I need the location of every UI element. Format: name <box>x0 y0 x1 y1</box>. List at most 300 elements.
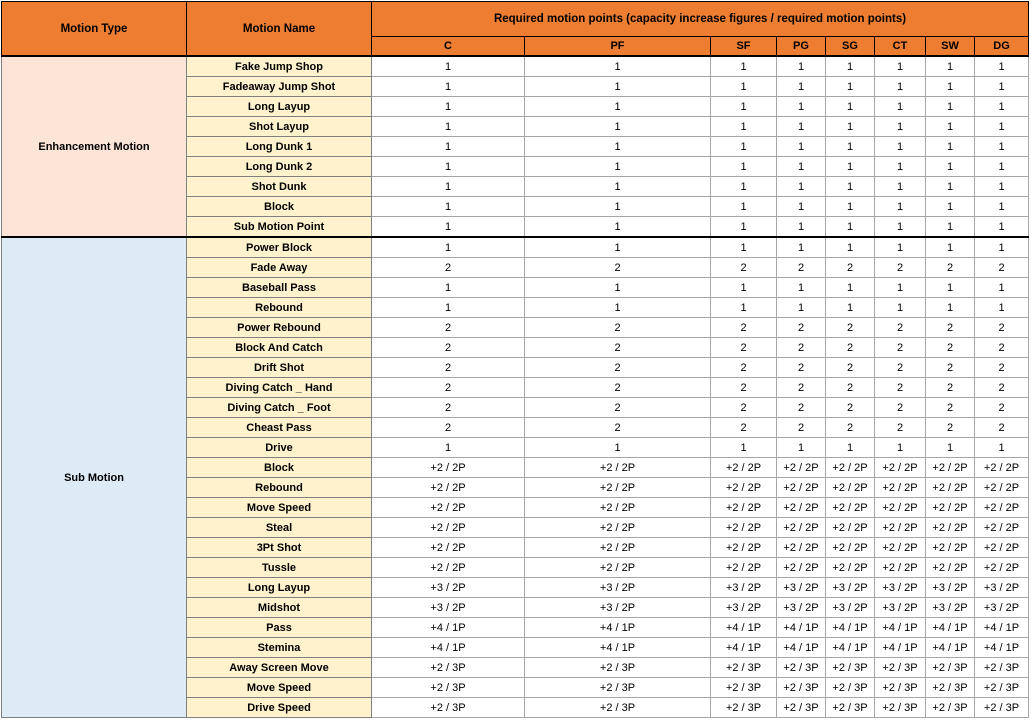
motion-name-cell: Tussle <box>187 558 372 578</box>
points-value-cell: 2 <box>975 378 1029 398</box>
points-value-cell: 2 <box>975 418 1029 438</box>
points-value-cell: 2 <box>372 338 525 358</box>
points-value-cell: +2 / 2P <box>975 538 1029 558</box>
motion-name-cell: Fade Away <box>187 258 372 278</box>
points-value-cell: +2 / 2P <box>711 538 777 558</box>
points-value-cell: 1 <box>826 137 875 157</box>
points-value-cell: 1 <box>975 298 1029 318</box>
points-value-cell: 1 <box>777 157 826 177</box>
motion-name-cell: Diving Catch _ Foot <box>187 398 372 418</box>
points-value-cell: 2 <box>777 378 826 398</box>
points-value-cell: +3 / 2P <box>372 578 525 598</box>
points-value-cell: 1 <box>372 237 525 258</box>
points-value-cell: 1 <box>525 438 711 458</box>
points-value-cell: 1 <box>372 56 525 77</box>
points-value-cell: 1 <box>826 217 875 238</box>
points-value-cell: +2 / 3P <box>711 698 777 718</box>
points-value-cell: 2 <box>826 318 875 338</box>
points-value-cell: +2 / 3P <box>926 658 975 678</box>
points-value-cell: 1 <box>525 117 711 137</box>
motion-points-table <box>1 1 1029 718</box>
points-value-cell: 1 <box>975 117 1029 137</box>
points-value-cell: 2 <box>975 358 1029 378</box>
points-value-cell: 1 <box>711 217 777 238</box>
motion-name-cell: Midshot <box>187 598 372 618</box>
motion-name-cell: Long Layup <box>187 578 372 598</box>
motion-name-cell: Drift Shot <box>187 358 372 378</box>
points-value-cell: 1 <box>826 278 875 298</box>
points-value-cell: +3 / 2P <box>777 578 826 598</box>
points-value-cell: 1 <box>777 97 826 117</box>
header-position-dg: DG <box>975 37 1029 57</box>
points-value-cell: +2 / 2P <box>525 498 711 518</box>
points-value-cell: 1 <box>777 237 826 258</box>
points-value-cell: 2 <box>875 378 926 398</box>
points-value-cell: 2 <box>525 378 711 398</box>
header-position-sf: SF <box>711 37 777 57</box>
points-value-cell: 2 <box>975 398 1029 418</box>
points-value-cell: 1 <box>926 197 975 217</box>
points-value-cell: +2 / 3P <box>372 678 525 698</box>
points-value-cell: 1 <box>777 197 826 217</box>
points-value-cell: +3 / 2P <box>975 578 1029 598</box>
points-value-cell: +2 / 3P <box>975 678 1029 698</box>
points-value-cell: 1 <box>525 137 711 157</box>
points-value-cell: +2 / 2P <box>875 558 926 578</box>
points-value-cell: 1 <box>975 77 1029 97</box>
points-value-cell: +2 / 3P <box>525 698 711 718</box>
points-value-cell: +4 / 1P <box>826 618 875 638</box>
points-value-cell: +2 / 3P <box>372 658 525 678</box>
motion-name-cell: Baseball Pass <box>187 278 372 298</box>
header-position-pg: PG <box>777 37 826 57</box>
motion-name-cell: Drive Speed <box>187 698 372 718</box>
header-position-c: C <box>372 37 525 57</box>
motion-name-cell: Move Speed <box>187 678 372 698</box>
points-value-cell: +2 / 2P <box>826 498 875 518</box>
points-value-cell: 1 <box>926 298 975 318</box>
points-value-cell: +2 / 3P <box>777 698 826 718</box>
points-value-cell: +2 / 3P <box>525 658 711 678</box>
points-value-cell: +3 / 2P <box>926 598 975 618</box>
points-value-cell: +2 / 2P <box>372 538 525 558</box>
points-value-cell: 1 <box>826 237 875 258</box>
points-value-cell: 1 <box>711 278 777 298</box>
points-value-cell: 2 <box>372 358 525 378</box>
points-value-cell: 1 <box>777 278 826 298</box>
points-value-cell: +2 / 2P <box>875 478 926 498</box>
points-value-cell: 2 <box>777 398 826 418</box>
points-value-cell: 1 <box>926 217 975 238</box>
points-value-cell: 1 <box>372 177 525 197</box>
points-value-cell: +4 / 1P <box>826 638 875 658</box>
motion-name-cell: Rebound <box>187 478 372 498</box>
points-value-cell: +2 / 3P <box>926 678 975 698</box>
points-value-cell: +3 / 2P <box>372 598 525 618</box>
points-value-cell: +3 / 2P <box>826 578 875 598</box>
points-value-cell: 1 <box>711 237 777 258</box>
points-value-cell: 2 <box>875 318 926 338</box>
points-value-cell: +4 / 1P <box>525 638 711 658</box>
points-value-cell: 1 <box>826 77 875 97</box>
points-value-cell: +4 / 1P <box>975 618 1029 638</box>
points-value-cell: 1 <box>875 197 926 217</box>
points-value-cell: 2 <box>975 258 1029 278</box>
points-value-cell: 1 <box>372 438 525 458</box>
points-value-cell: 1 <box>525 278 711 298</box>
points-value-cell: 2 <box>525 398 711 418</box>
points-value-cell: +4 / 1P <box>926 618 975 638</box>
points-value-cell: 1 <box>777 217 826 238</box>
header-position-pf: PF <box>525 37 711 57</box>
points-value-cell: 1 <box>525 197 711 217</box>
table-body <box>2 56 1029 718</box>
points-value-cell: 1 <box>777 177 826 197</box>
motion-name-cell: Fake Jump Shop <box>187 56 372 77</box>
points-value-cell: 2 <box>777 318 826 338</box>
points-value-cell: +3 / 2P <box>875 578 926 598</box>
points-value-cell: +2 / 2P <box>826 518 875 538</box>
points-value-cell: +2 / 2P <box>975 478 1029 498</box>
points-value-cell: 1 <box>826 177 875 197</box>
points-value-cell: 1 <box>826 157 875 177</box>
header-position-sg: SG <box>826 37 875 57</box>
points-value-cell: 2 <box>711 338 777 358</box>
points-value-cell: 1 <box>372 298 525 318</box>
points-value-cell: 1 <box>777 77 826 97</box>
points-value-cell: +2 / 2P <box>711 498 777 518</box>
points-value-cell: +4 / 1P <box>372 618 525 638</box>
points-value-cell: +3 / 2P <box>711 578 777 598</box>
points-value-cell: +2 / 3P <box>875 698 926 718</box>
motion-name-cell: Power Rebound <box>187 318 372 338</box>
points-value-cell: 1 <box>875 56 926 77</box>
points-value-cell: 2 <box>826 418 875 438</box>
points-value-cell: +2 / 2P <box>875 498 926 518</box>
points-value-cell: +4 / 1P <box>777 618 826 638</box>
points-value-cell: +4 / 1P <box>875 638 926 658</box>
points-value-cell: 1 <box>875 438 926 458</box>
points-value-cell: 1 <box>926 77 975 97</box>
points-value-cell: +4 / 1P <box>975 638 1029 658</box>
points-value-cell: 2 <box>711 358 777 378</box>
points-value-cell: 2 <box>926 398 975 418</box>
points-value-cell: 1 <box>875 298 926 318</box>
motion-name-cell: Pass <box>187 618 372 638</box>
points-value-cell: 1 <box>975 137 1029 157</box>
points-value-cell: 2 <box>926 378 975 398</box>
motion-name-cell: Block And Catch <box>187 338 372 358</box>
points-value-cell: 1 <box>525 56 711 77</box>
points-value-cell: 1 <box>826 298 875 318</box>
points-value-cell: +2 / 3P <box>711 678 777 698</box>
points-value-cell: 2 <box>875 418 926 438</box>
points-value-cell: +4 / 1P <box>926 638 975 658</box>
points-value-cell: 2 <box>926 338 975 358</box>
points-value-cell: +3 / 2P <box>525 578 711 598</box>
points-value-cell: 1 <box>826 438 875 458</box>
points-value-cell: +2 / 2P <box>525 538 711 558</box>
points-value-cell: +2 / 3P <box>826 658 875 678</box>
points-value-cell: 2 <box>777 258 826 278</box>
points-value-cell: 2 <box>926 418 975 438</box>
points-value-cell: 1 <box>711 197 777 217</box>
points-value-cell: +2 / 2P <box>777 538 826 558</box>
motion-name-cell: Block <box>187 458 372 478</box>
points-value-cell: 1 <box>875 278 926 298</box>
points-value-cell: +4 / 1P <box>875 618 926 638</box>
points-value-cell: 1 <box>711 438 777 458</box>
points-value-cell: 1 <box>711 137 777 157</box>
points-value-cell: +2 / 2P <box>777 518 826 538</box>
points-value-cell: +2 / 2P <box>975 458 1029 478</box>
points-value-cell: 1 <box>875 77 926 97</box>
points-value-cell: +2 / 3P <box>975 658 1029 678</box>
points-value-cell: 1 <box>926 56 975 77</box>
motion-name-cell: Long Dunk 1 <box>187 137 372 157</box>
points-value-cell: +2 / 2P <box>525 478 711 498</box>
points-value-cell: 1 <box>875 137 926 157</box>
points-value-cell: 1 <box>372 117 525 137</box>
points-value-cell: +2 / 2P <box>372 558 525 578</box>
points-value-cell: 2 <box>525 418 711 438</box>
points-value-cell: 1 <box>372 137 525 157</box>
points-value-cell: +2 / 3P <box>975 698 1029 718</box>
points-value-cell: 1 <box>975 56 1029 77</box>
points-value-cell: +3 / 2P <box>926 578 975 598</box>
points-value-cell: 1 <box>525 177 711 197</box>
motion-name-cell: Shot Dunk <box>187 177 372 197</box>
points-value-cell: 1 <box>826 197 875 217</box>
points-value-cell: 2 <box>926 318 975 338</box>
points-value-cell: +2 / 2P <box>975 518 1029 538</box>
points-value-cell: 2 <box>875 258 926 278</box>
points-value-cell: +2 / 3P <box>826 678 875 698</box>
points-value-cell: 2 <box>777 338 826 358</box>
points-value-cell: 1 <box>711 117 777 137</box>
header-required-points: Required motion points (capacity increase figures / required motion points) <box>372 2 1029 37</box>
motion-type-cell: Enhancement Motion <box>2 56 187 237</box>
motion-name-cell: 3Pt Shot <box>187 538 372 558</box>
points-value-cell: 1 <box>926 117 975 137</box>
points-value-cell: +2 / 2P <box>372 478 525 498</box>
motion-name-cell: Drive <box>187 438 372 458</box>
points-value-cell: 2 <box>372 418 525 438</box>
points-value-cell: +2 / 2P <box>875 518 926 538</box>
points-value-cell: 1 <box>975 278 1029 298</box>
points-value-cell: +2 / 3P <box>926 698 975 718</box>
points-value-cell: +2 / 2P <box>975 558 1029 578</box>
points-value-cell: +2 / 3P <box>372 698 525 718</box>
points-value-cell: 1 <box>372 77 525 97</box>
motion-name-cell: Stemina <box>187 638 372 658</box>
motion-name-cell: Cheast Pass <box>187 418 372 438</box>
table-row <box>2 56 1029 77</box>
points-value-cell: 2 <box>711 398 777 418</box>
points-value-cell: 2 <box>875 398 926 418</box>
motion-name-cell: Block <box>187 197 372 217</box>
points-value-cell: +3 / 2P <box>975 598 1029 618</box>
points-value-cell: 1 <box>926 97 975 117</box>
points-value-cell: +2 / 2P <box>711 458 777 478</box>
points-value-cell: 2 <box>926 258 975 278</box>
points-value-cell: 1 <box>875 237 926 258</box>
points-value-cell: 2 <box>777 358 826 378</box>
points-value-cell: 1 <box>875 97 926 117</box>
points-value-cell: 2 <box>826 378 875 398</box>
points-value-cell: 2 <box>525 338 711 358</box>
points-value-cell: 2 <box>975 338 1029 358</box>
motion-name-cell: Shot Layup <box>187 117 372 137</box>
points-value-cell: 1 <box>826 56 875 77</box>
points-value-cell: 1 <box>875 157 926 177</box>
points-value-cell: 1 <box>926 237 975 258</box>
points-value-cell: 2 <box>826 358 875 378</box>
points-value-cell: 2 <box>372 318 525 338</box>
points-value-cell: +2 / 2P <box>372 518 525 538</box>
points-value-cell: +3 / 2P <box>826 598 875 618</box>
points-value-cell: 1 <box>875 177 926 197</box>
header-position-sw: SW <box>926 37 975 57</box>
points-value-cell: 2 <box>826 338 875 358</box>
points-value-cell: 2 <box>875 358 926 378</box>
points-value-cell: +3 / 2P <box>711 598 777 618</box>
points-value-cell: +4 / 1P <box>525 618 711 638</box>
points-value-cell: +2 / 2P <box>926 558 975 578</box>
motion-name-cell: Long Layup <box>187 97 372 117</box>
points-value-cell: +2 / 2P <box>525 558 711 578</box>
points-value-cell: 2 <box>372 378 525 398</box>
points-value-cell: 2 <box>372 258 525 278</box>
points-value-cell: +4 / 1P <box>711 638 777 658</box>
points-value-cell: +2 / 2P <box>525 518 711 538</box>
points-value-cell: +2 / 3P <box>777 658 826 678</box>
points-value-cell: 2 <box>926 358 975 378</box>
points-value-cell: +2 / 2P <box>372 458 525 478</box>
points-value-cell: +2 / 2P <box>926 478 975 498</box>
points-value-cell: +3 / 2P <box>525 598 711 618</box>
points-value-cell: 1 <box>926 157 975 177</box>
points-value-cell: +2 / 2P <box>826 538 875 558</box>
points-value-cell: 2 <box>826 398 875 418</box>
points-value-cell: 2 <box>711 418 777 438</box>
points-value-cell: +2 / 3P <box>777 678 826 698</box>
points-value-cell: 1 <box>372 278 525 298</box>
points-value-cell: +3 / 2P <box>875 598 926 618</box>
points-value-cell: 2 <box>711 378 777 398</box>
points-value-cell: 2 <box>975 318 1029 338</box>
motion-name-cell: Steal <box>187 518 372 538</box>
points-value-cell: +2 / 3P <box>711 658 777 678</box>
points-value-cell: 2 <box>711 318 777 338</box>
points-value-cell: +2 / 2P <box>777 478 826 498</box>
points-value-cell: +2 / 2P <box>926 538 975 558</box>
points-value-cell: 1 <box>975 217 1029 238</box>
points-value-cell: 1 <box>711 298 777 318</box>
points-value-cell: 1 <box>711 177 777 197</box>
points-value-cell: +2 / 2P <box>826 458 875 478</box>
points-value-cell: 1 <box>926 177 975 197</box>
points-value-cell: 2 <box>525 258 711 278</box>
header-motion-type: Motion Type <box>2 2 187 57</box>
points-value-cell: +2 / 2P <box>875 458 926 478</box>
points-value-cell: +2 / 3P <box>826 698 875 718</box>
points-value-cell: +4 / 1P <box>711 618 777 638</box>
points-value-cell: 1 <box>826 97 875 117</box>
points-value-cell: 1 <box>525 298 711 318</box>
points-value-cell: 1 <box>525 217 711 238</box>
points-value-cell: 1 <box>975 438 1029 458</box>
points-value-cell: +2 / 2P <box>525 458 711 478</box>
points-value-cell: 1 <box>926 278 975 298</box>
points-value-cell: 1 <box>777 56 826 77</box>
motion-name-cell: Away Screen Move <box>187 658 372 678</box>
points-value-cell: 1 <box>711 97 777 117</box>
points-value-cell: +2 / 2P <box>711 558 777 578</box>
points-value-cell: 1 <box>875 117 926 137</box>
points-value-cell: 1 <box>975 177 1029 197</box>
points-value-cell: 2 <box>525 318 711 338</box>
points-value-cell: +2 / 2P <box>875 538 926 558</box>
table-row <box>2 237 1029 258</box>
points-value-cell: +3 / 2P <box>777 598 826 618</box>
points-value-cell: 1 <box>525 97 711 117</box>
points-value-cell: 1 <box>875 217 926 238</box>
motion-name-cell: Rebound <box>187 298 372 318</box>
points-value-cell: +2 / 3P <box>875 658 926 678</box>
points-value-cell: 1 <box>711 157 777 177</box>
points-value-cell: 1 <box>372 197 525 217</box>
points-value-cell: 1 <box>975 157 1029 177</box>
header-position-ct: CT <box>875 37 926 57</box>
points-value-cell: +2 / 2P <box>975 498 1029 518</box>
points-value-cell: 2 <box>826 258 875 278</box>
points-value-cell: 1 <box>372 217 525 238</box>
points-value-cell: 2 <box>711 258 777 278</box>
points-value-cell: +2 / 2P <box>926 458 975 478</box>
points-value-cell: 1 <box>926 137 975 157</box>
motion-name-cell: Power Block <box>187 237 372 258</box>
points-value-cell: 1 <box>525 237 711 258</box>
points-value-cell: +2 / 3P <box>875 678 926 698</box>
points-value-cell: 1 <box>777 137 826 157</box>
points-value-cell: 1 <box>975 237 1029 258</box>
points-value-cell: 1 <box>525 157 711 177</box>
points-value-cell: +2 / 2P <box>711 478 777 498</box>
points-value-cell: +4 / 1P <box>372 638 525 658</box>
points-value-cell: +4 / 1P <box>777 638 826 658</box>
points-value-cell: 1 <box>372 157 525 177</box>
motion-name-cell: Long Dunk 2 <box>187 157 372 177</box>
points-value-cell: +2 / 2P <box>711 518 777 538</box>
points-value-cell: +2 / 2P <box>826 478 875 498</box>
points-value-cell: 1 <box>711 77 777 97</box>
points-value-cell: +2 / 2P <box>926 498 975 518</box>
points-value-cell: +2 / 2P <box>826 558 875 578</box>
header-motion-name: Motion Name <box>187 2 372 57</box>
points-value-cell: +2 / 2P <box>372 498 525 518</box>
points-value-cell: 1 <box>777 298 826 318</box>
motion-name-cell: Diving Catch _ Hand <box>187 378 372 398</box>
points-value-cell: 1 <box>975 197 1029 217</box>
points-value-cell: 2 <box>777 418 826 438</box>
points-value-cell: 1 <box>975 97 1029 117</box>
points-value-cell: 1 <box>525 77 711 97</box>
motion-name-cell: Sub Motion Point <box>187 217 372 238</box>
points-value-cell: +2 / 2P <box>777 458 826 478</box>
motion-name-cell: Fadeaway Jump Shot <box>187 77 372 97</box>
points-value-cell: 1 <box>777 117 826 137</box>
